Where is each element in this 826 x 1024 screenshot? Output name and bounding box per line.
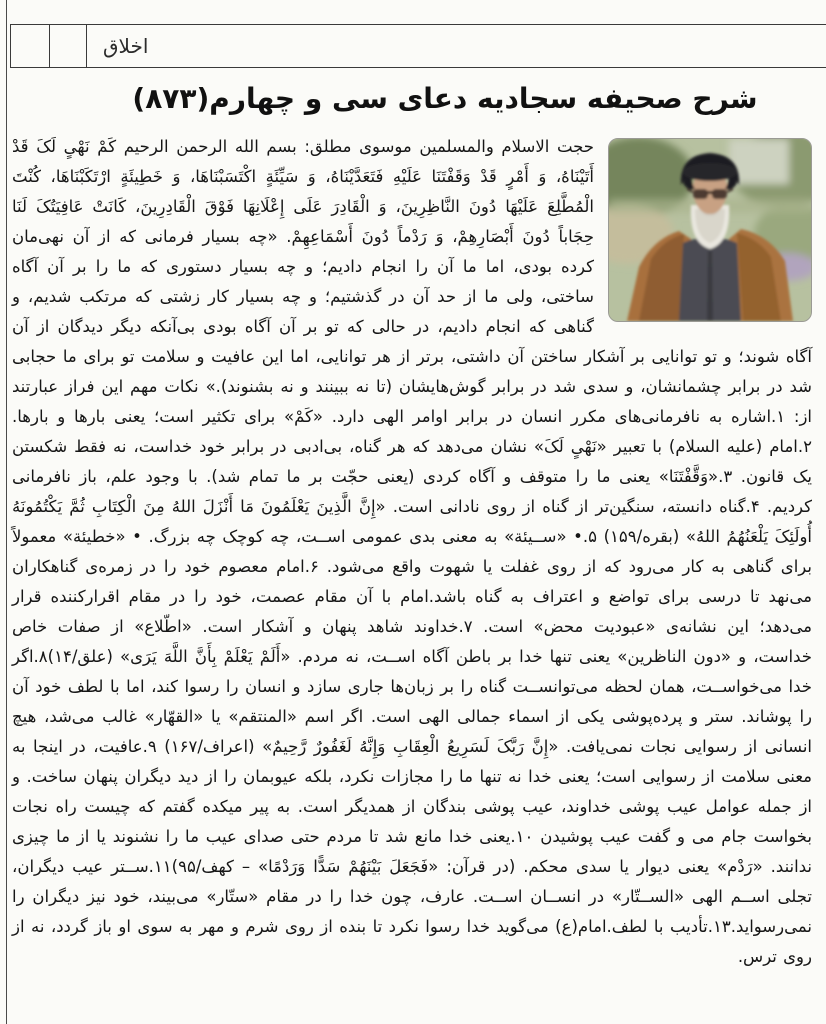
article-title: شرح صحیفه سجادیه دعای سی و چهارم(۸۷۳) bbox=[132, 82, 758, 115]
page-left-border bbox=[6, 0, 7, 1024]
article-body bbox=[12, 132, 812, 1014]
article-text: حجت الاسلام والمسلمین موسوی مطلق: بسم الله الرحمن الرحیم کَمْ نَهْیٍ لَکَ قَدْ أَتَیْنَاهُ، وَ أَمْرٍ قَدْ وَقَفْتَنَا عَلَیْهِ فَتَعَدَّیْنَاهُ، وَ سَیِّئَةٍ اکْتَسَبْنَاهَا، وَ خَطِیئَةٍ ارْتَکَبْنَاهَا، کُنْتَ الْمُطَّلِعَ عَلَیْهَا دُونَ النَّاظِرِینَ، وَ الْقَادِرَ عَلَی إِعْلَانِهَا فَوْقَ الْقَادِرِینَ، کَانَتْ عَافِیَتُکَ لَنَا حِجَاباً دُونَ أَبْصَارِهِمْ، وَ رَدْماً دُونَ أَسْمَاعِهِمْ. «چه بسیار فرمانی که از آن نهی‌مان کرده بودی، اما ما آن را انجام دادیم؛ و چه بسیار دستوری که ما را بر آن آگاه ساختی، ولی ما از حد آن در گذشتیم؛ و چه بسیار کار زشتی که مرتکب شدیم، و گناهی که انجام دادیم، در حالی که تو بر آن آگاه بودی بی‌آنکه دیگر دیدگان از آن آگاه شوند؛ و تو توانایی بر آشکار ساختن آن داشتی، برتر از هر توانایی، اما این عافیت و سلامت تو برای ما حجابی شد در برابر چشمانشان، و سدی شد در برابر گوش‌هایشان (تا نه ببینند و نه بشنوند).» نکات مهم این فراز عبارتند از: ۱.اشاره به نافرمانی‌های مکرر انسان در برابر اوامر الهی دارد. «کَمْ» برای تکثیر است؛ یعنی بارها و بارها. ۲.امام (علیه السلام) با تعبیر «نَهْیٍ لَکَ» نشان می‌دهد که هر گناه، بی‌ادبی در برابر خود خداست، نه فقط شکستن یک قانون. ۳.«وَقَّفْتَنَا» یعنی ما را متوقف و آگاه کردی (یعنی حجّت بر ما تمام شد). با وجود علم، باز نافرمانی کردیم. ۴.گناه دانسته، سنگین‌تر از گناه از روی نادانی است. «إِنَّ الَّذِینَ یَعْلَمُونَ مَا أَنْزَلَ اللهُ مِنَ الْکِتَابِ ثُمَّ یَکْتُمُونَهُ أُولَئِکَ یَلْعَنُهُمُ اللهُ» (بقره/۱۵۹) ۵.• «ســیئة» به معنی بدی عمومی اســت، چه کوچک چه بزرگ. • «خطیئة» معمولاً برای گناهی به کار می‌رود که از روی غفلت یا شهوت واقع می‌شود. ۶.امام معصوم خود را در زمره‌ی گناهکاران می‌نهد تا درسی برای تواضع و اعتراف به گناه باشد.امام با آن مقام عصمت، خود را در مقام اقرارکننده قرار می‌دهد؛ این نشانه‌ی «عبودیت محض» است. ۷.خداوند شاهد پنهان و آشکار است. «اطّلاع» از صفات خاص خداست، و «دون الناظرین» یعنی تنها خدا بر باطن آگاه اســت، نه مردم. «أَلَمْ یَعْلَمْ بِأَنَّ اللَّهَ یَرَی» (علق/۱۴)۸.اگر خدا می‌خواســت، همان لحظه می‌توانســت گناه را بر زبان‌ها جاری سازد و انسان را رسوا کند، اما با لطف خود آن را پوشاند. ستر و پرده‌پوشی یکی از اسماء جمالی الهی است. اگر اسم «المنتقم» یا «القهّار» غالب می‌شد، هیچ انسانی از رسوایی نجات نمی‌یافت. «إِنَّ رَبَّکَ لَسَرِیعُ الْعِقَابِ وَإِنَّهُ لَغَفُورٌ رَّحِیمٌ» (اعراف/۱۶۷) ۹.عافیت، در اینجا به معنی سلامت از رسوایی است؛ یعنی خدا نه تنها ما را مجازات نکرد، بلکه عیوبمان را از دید دیگران پنهان ساخت. و از جمله عوامل عیب پوشی خداوند، عیب پوشی بندگان از همدیگر است. به پیر میکده گفتم که چیست راه نجات بخواست جام می و گفت عیب پوشیدن ۱۰.یعنی خدا مانع شد تا مردم حتی صدای عیب ما را نشنوند یا از ما چیزی ندانند. «رَدْم» یعنی دیوار یا سدی محکم. (در قرآن: «فَجَعَلَ بَیْنَهُمْ سَدًّا وَرَدْمًا» – کهف/۹۵)۱۱.ســتر عیب دیگران، تجلی اســم الهی «الســتّار» در انســان اســت. عارف، چون خدا را در مقام «ستّار» می‌بیند، خود نیز دیگران را نمی‌رسواید.۱۳.تأدیب با لطف.امام(ع) می‌گوید خدا رسوا نکرد تا بنده از روی شرم و مهر به سوی او باز گردد، نه از روی ترس. bbox=[12, 137, 813, 966]
cleric-photo-graphic bbox=[609, 139, 811, 321]
header-box-2 bbox=[50, 25, 87, 67]
header-box-1 bbox=[10, 25, 50, 67]
section-label: اخلاق bbox=[103, 34, 149, 58]
section-header bbox=[10, 24, 826, 68]
cleric-photo bbox=[608, 138, 812, 322]
